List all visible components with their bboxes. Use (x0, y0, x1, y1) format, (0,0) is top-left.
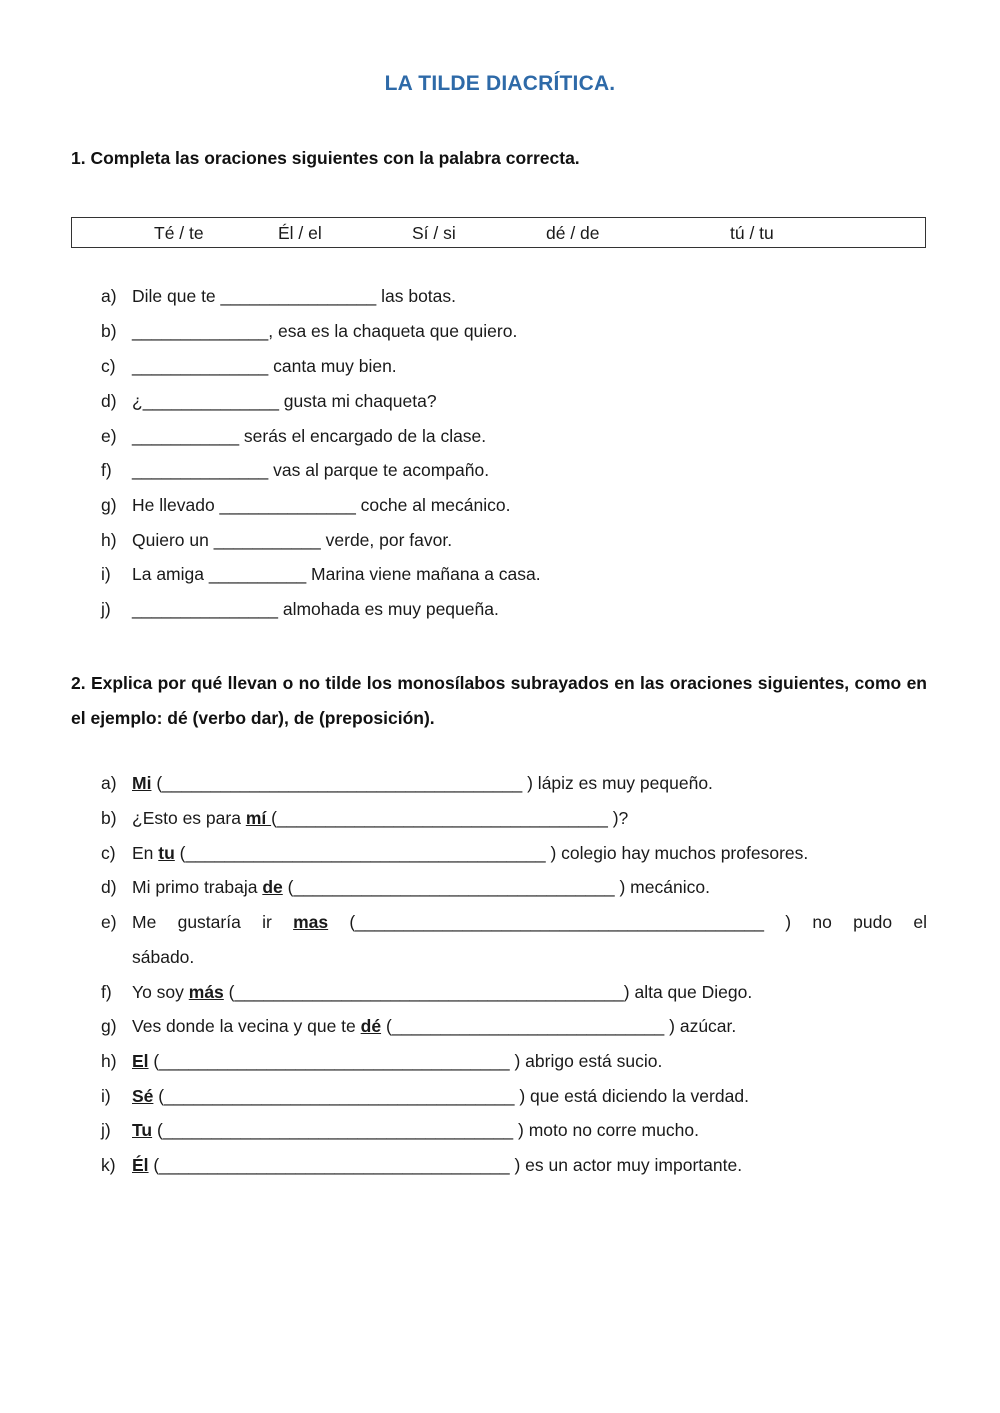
underlined-monosyllable: Sé (132, 1086, 154, 1106)
list-item (101, 426, 486, 447)
instruction-2: 2. Explica por qué llevan o no tilde los monosílabos subrayados en las oraciones siguientes, como en el ejemplo: dé (verbo dar), de (preposición). (71, 673, 927, 728)
list-item (101, 495, 510, 516)
word-bank (71, 217, 926, 248)
item-label: g) (101, 1016, 117, 1036)
item-label: g) (101, 495, 117, 515)
underlined-monosyllable: El (132, 1051, 149, 1071)
list-item (101, 599, 499, 620)
underlined-monosyllable: mí (245, 808, 272, 828)
item-label: j) (101, 1120, 111, 1140)
explain-sentence[interactable]: Mi primo trabaja de (_________________________________ ) mecánico. (132, 877, 710, 897)
underlined-monosyllable: tu (158, 843, 175, 863)
fill-in-sentence[interactable]: He llevado ______________ coche al mecánico. (132, 495, 511, 515)
item-label: h) (101, 1051, 117, 1071)
underlined-monosyllable: Mi (132, 773, 152, 793)
list-item (101, 321, 517, 342)
worksheet-title: LA TILDE DIACRÍTICA. (384, 72, 616, 95)
list-item (101, 356, 397, 377)
item-label: c) (101, 356, 116, 376)
fill-in-sentence[interactable]: ______________ canta muy bien. (132, 356, 397, 376)
fill-in-sentence[interactable]: _______________ almohada es muy pequeña. (132, 599, 499, 619)
item-label: b) (101, 808, 117, 828)
fill-in-sentence[interactable]: La amiga __________ Marina viene mañana a casa. (132, 564, 541, 584)
fill-in-sentence[interactable]: ______________, esa es la chaqueta que quiero. (132, 321, 518, 341)
item-label: k) (101, 1155, 116, 1175)
fill-in-sentence[interactable]: ___________ serás el encargado de la clase. (132, 426, 487, 446)
item-label: f) (101, 982, 112, 1002)
word-bank-item: dé / de (546, 223, 600, 243)
instruction-1: 1. Completa las oraciones siguientes con la palabra correcta. (71, 148, 580, 168)
underlined-monosyllable: dé (360, 1016, 382, 1036)
fill-in-sentence[interactable]: Quiero un ___________ verde, por favor. (132, 530, 453, 550)
item-label: j) (101, 599, 111, 619)
word-bank-item: Té / te (154, 223, 204, 243)
explain-sentence[interactable]: Tu (____________________________________ ) moto no corre mucho. (132, 1120, 699, 1140)
item-label: a) (101, 286, 117, 306)
item-label: d) (101, 877, 117, 897)
explain-sentence[interactable]: Yo soy más (________________________________________) alta que Diego. (132, 982, 753, 1002)
explain-sentence[interactable]: Él (____________________________________ ) es un actor muy importante. (132, 1155, 743, 1175)
list-item (101, 564, 541, 585)
item-label: i) (101, 1086, 111, 1106)
explain-sentence[interactable]: Mi (_____________________________________ ) lápiz es muy pequeño. (132, 773, 713, 793)
fill-in-sentence[interactable]: ______________ vas al parque te acompaño. (132, 460, 490, 480)
explain-sentence[interactable]: ¿Esto es para mí (__________________________________ )? (132, 808, 629, 828)
item-label: h) (101, 530, 117, 550)
item-label: e) (101, 426, 117, 446)
word-bank-item: Sí / si (412, 223, 456, 243)
underlined-monosyllable: Él (132, 1155, 149, 1175)
underlined-monosyllable: Tu (132, 1120, 153, 1140)
item-label: f) (101, 460, 112, 480)
explain-sentence[interactable]: En tu (_____________________________________ ) colegio hay muchos profesores. (132, 843, 809, 863)
list-item (101, 286, 456, 307)
item-label: e) (101, 912, 117, 932)
word-bank-item: Él / el (278, 223, 322, 243)
item-label: c) (101, 843, 116, 863)
fill-in-sentence[interactable]: Dile que te ________________ las botas. (132, 286, 457, 306)
word-bank-item: tú / tu (730, 223, 774, 243)
item-label: b) (101, 321, 117, 341)
explain-sentence[interactable]: El (____________________________________ ) abrigo está sucio. (132, 1051, 663, 1071)
explain-sentence[interactable]: Sé (____________________________________ ) que está diciendo la verdad. (132, 1086, 749, 1106)
item-label: a) (101, 773, 117, 793)
explain-sentence[interactable]: Me gustaría ir mas (__________________________________________ ) no pudo el (132, 912, 927, 932)
item-label: d) (101, 391, 117, 411)
underlined-monosyllable: más (188, 982, 224, 1002)
fill-in-sentence[interactable]: ¿______________ gusta mi chaqueta? (132, 391, 437, 411)
list-item (101, 530, 452, 551)
underlined-monosyllable: mas (293, 912, 329, 932)
sentence-continuation: sábado. (132, 947, 195, 967)
underlined-monosyllable: de (262, 877, 283, 897)
explain-sentence[interactable]: Ves donde la vecina y que te dé (____________________________ ) azúcar. (132, 1016, 737, 1036)
item-label: i) (101, 564, 111, 584)
list-item (101, 460, 489, 481)
list-item (101, 391, 437, 412)
